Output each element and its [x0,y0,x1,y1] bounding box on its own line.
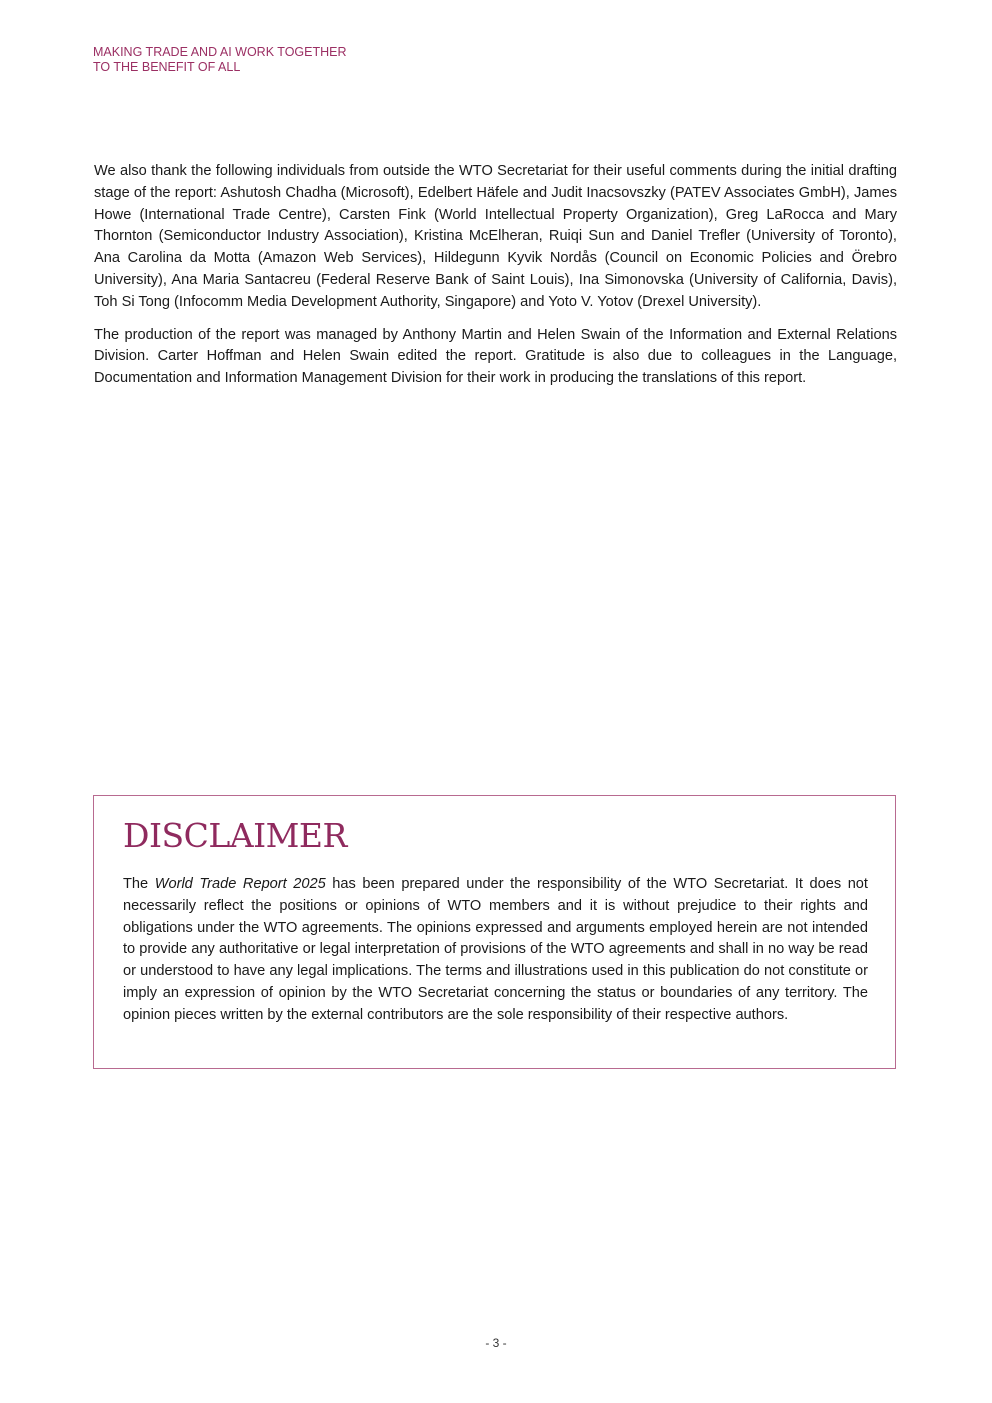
running-header-line-2: TO THE BENEFIT OF ALL [93,60,241,74]
body-text [94,161,897,401]
disclaimer-title: DISCLAIMER [123,816,347,855]
disclaimer-box [93,795,896,1069]
disclaimer-text-prefix: The [123,876,155,892]
page-number: - 3 - [485,1336,507,1350]
running-header-line-1: MAKING TRADE AND AI WORK TOGETHER [93,45,347,59]
disclaimer-text [123,874,868,1027]
acknowledgements-paragraph: We also thank the following individuals from outside the WTO Secretariat for their useful comments during the initial drafting stage of the report: Ashutosh Chadha (Microsoft), Edelbert Häfele and Judit Inacsovszky (PATEV Associates GmbH), James Howe (International Trade Centre), Carsten Fink (World Intellectual Property Organization), Greg LaRocca and Mary Thornton (Semiconductor Industry Association), Kristina McElheran, Ruiqi Sun and Daniel Trefler (University of Toronto), Ana Carolina da Motta (Amazon Web Services), Hildegunn Kyvik Nordås (Council on Economic Policies and Örebro University), Ana Maria Santacreu (Federal Reserve Bank of Saint Louis), Ina Simonovska (University of California, Davis), Toh Si Tong (Infocomm Media Development Authority, Singapore) and Yoto V. Yotov (Drexel University). [94,163,897,310]
production-paragraph: The production of the report was managed by Anthony Martin and Helen Swain of the Information and External Relations Division. Carter Hoffman and Helen Swain edited the report. Gratitude is also due to colleagues in the Language, Documentation and Information Management Division for their work in producing the translations of this report. [94,326,897,387]
disclaimer-text-rest: has been prepared under the responsibility of the WTO Secretariat. It does not necessarily reflect the positions or opinions of WTO members and it is without prejudice to their rights and obligations under the WTO agreements. The opinions expressed and arguments employed herein are not intended to provide any authoritative or legal interpretation of provisions of the WTO agreements and shall in no way be read or understood to have any legal implications. The terms and illustrations used in this publication do not constitute or imply an expression of opinion by the WTO Secretariat concerning the status or boundaries of any territory. The opinion pieces written by the external contributors are the sole responsibility of their respective authors. [123,876,868,1023]
running-header [93,45,347,75]
report-title: World Trade Report 2025 [154,876,326,892]
